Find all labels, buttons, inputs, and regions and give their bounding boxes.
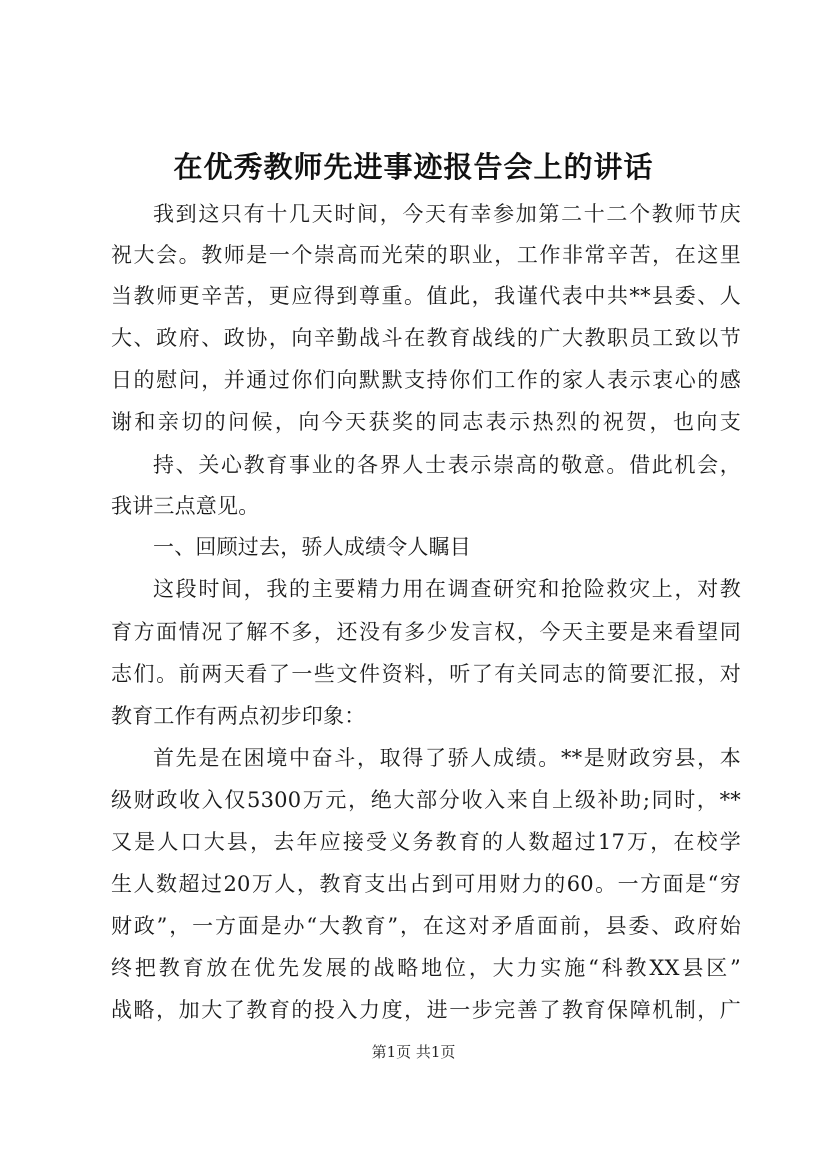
body-line: 这段时间，我的主要精力用在调查研究和抢险救灾上，对教 bbox=[153, 577, 741, 601]
body-line: 我到这只有十几天时间，今天有幸参加第二十二个教师节庆 bbox=[153, 202, 741, 226]
body-line: 志们。前两天看了一些文件资料，听了有关同志的简要汇报，对 bbox=[111, 662, 741, 686]
body-line: 持、关心教育事业的各界人士表示崇高的敬意。借此机会， bbox=[153, 453, 741, 477]
body-line: 生人数超过20万人，教育支出占到可用财力的60。一方面是“穷 bbox=[111, 872, 741, 896]
body-line: 级财政收入仅5300万元，绝大部分收入来自上级补助;同时，** bbox=[111, 788, 741, 812]
body-line: 祝大会。教师是一个崇高而光荣的职业，工作非常辛苦，在这里 bbox=[111, 243, 741, 267]
document-title: 在优秀教师先进事迹报告会上的讲话 bbox=[173, 150, 654, 184]
body-line: 大、政府、政协，向辛勤战斗在教育战线的广大教职员工致以节 bbox=[111, 326, 741, 350]
page-number: 第1页 共1页 bbox=[371, 1043, 456, 1061]
body-line: 日的慰问，并通过你们向默默支持你们工作的家人表示衷心的感 bbox=[111, 368, 741, 392]
body-line: 战略，加大了教育的投入力度，进一步完善了教育保障机制，广 bbox=[111, 998, 741, 1022]
section-heading: 一、回顾过去，骄人成绩令人瞩目 bbox=[153, 535, 471, 559]
body-line: 终把教育放在优先发展的战略地位，大力实施“科教XX县区” bbox=[111, 956, 741, 980]
body-line: 教育工作有两点初步印象： bbox=[111, 704, 366, 728]
body-line: 又是人口大县，去年应接受义务教育的人数超过17万，在校学 bbox=[111, 830, 741, 854]
body-line: 谢和亲切的问候，向今天获奖的同志表示热烈的祝贺，也向支 bbox=[111, 410, 741, 434]
body-line: 当教师更辛苦，更应得到尊重。值此，我谨代表中共**县委、人 bbox=[111, 284, 741, 308]
body-line: 育方面情况了解不多，还没有多少发言权，今天主要是来看望同 bbox=[111, 620, 741, 644]
body-line: 财政”，一方面是办“大教育”，在这对矛盾面前，县委、政府始 bbox=[111, 914, 741, 938]
body-line: 首先是在困境中奋斗，取得了骄人成绩。**是财政穷县，本 bbox=[153, 746, 741, 770]
body-line: 我讲三点意见。 bbox=[111, 494, 260, 518]
